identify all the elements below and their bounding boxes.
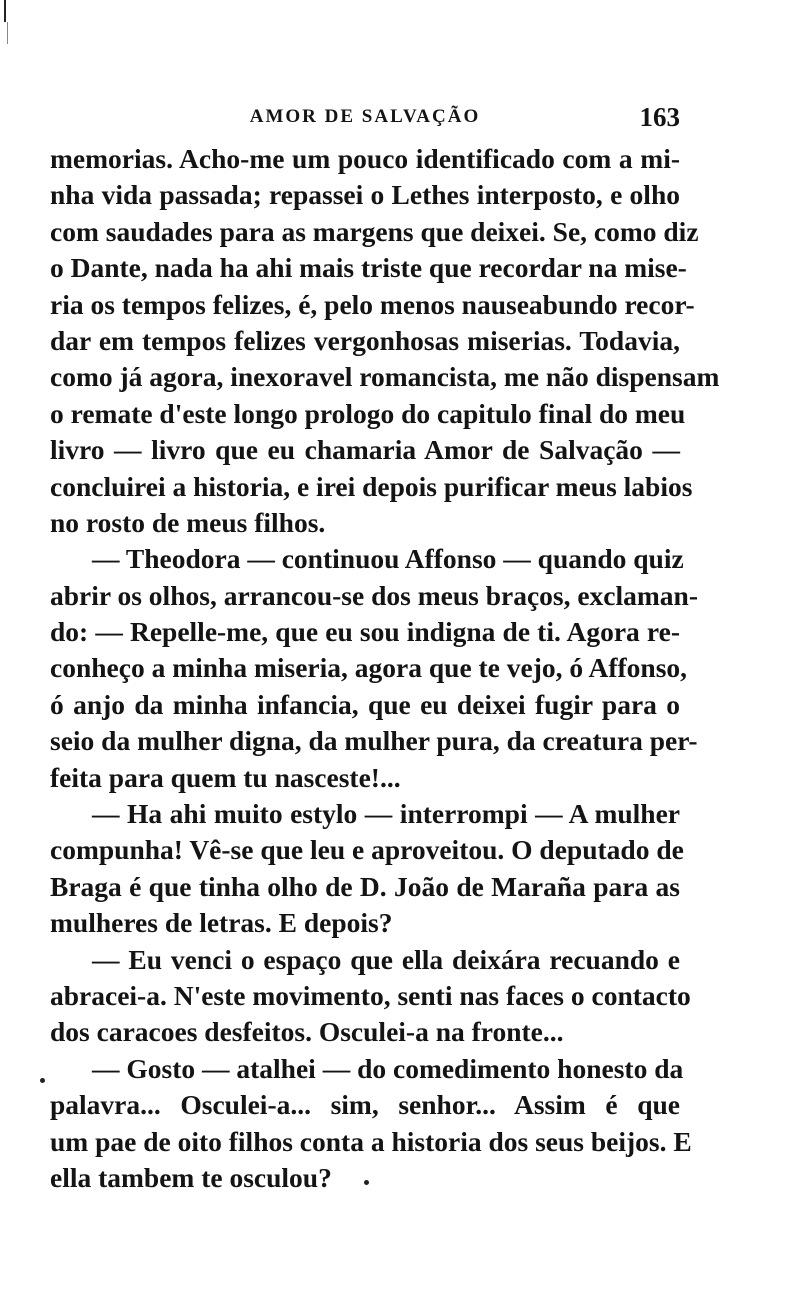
text-line: do: — Repelle-me, que eu sou indigna de ti. Agora re- <box>50 616 680 648</box>
text-line: no rosto de meus filhos. <box>50 506 326 538</box>
text-line: um pae de oito filhos conta a historia dos seus beijos. E <box>50 1125 692 1157</box>
text-line: conheço a minha miseria, agora que te vejo, ó Affonso, <box>50 652 688 684</box>
page-edge-mark <box>4 0 6 22</box>
text-line: com saudades para as margens que deixei. Se, como diz <box>50 215 699 247</box>
text-line: abrir os olhos, arrancou-se dos meus braços, exclaman- <box>50 579 699 611</box>
text-line: palavra... Osculei-a... sim, senhor... Assim é que <box>50 1089 680 1121</box>
body-text <box>50 141 720 1196</box>
text-line: — Gosto — atalhei — do comedimento honesto da <box>92 1052 684 1084</box>
text-line: o remate d'este longo prologo do capitulo final do meu <box>50 397 686 429</box>
text-line: o Dante, nada ha ahi mais triste que recordar na mise- <box>50 252 687 284</box>
page-number: 163 <box>639 102 680 132</box>
text-line: ria os tempos felizes, é, pelo menos nauseabundo recor- <box>50 288 695 320</box>
text-line: compunha! Vê-se que leu e aproveitou. O deputado de <box>50 834 684 866</box>
text-line: dar em tempos felizes vergonhosas miserias. Todavia, <box>50 324 680 356</box>
text-line: dos caracoes desfeitos. Osculei-a na fronte... <box>50 1016 564 1048</box>
text-line: abracei-a. N'este movimento, senti nas faces o contacto <box>50 979 691 1011</box>
print-speck <box>40 1078 45 1083</box>
text-line: — Eu venci o espaço que ella deixára recuando e <box>92 943 680 975</box>
text-line: feita para quem tu nasceste!... <box>50 761 401 793</box>
page-header <box>50 102 680 138</box>
text-line: livro — livro que eu chamaria Amor de Salvação — <box>50 434 680 466</box>
text-line: ella tambem te osculou? <box>50 1161 332 1193</box>
running-title: AMOR DE SALVAÇÃO <box>249 106 481 127</box>
text-line: ó anjo da minha infancia, que eu deixei fugir para o <box>50 688 680 720</box>
text-line: Braga é que tinha olho de D. João de Maraña para as <box>50 870 680 902</box>
page-edge-mark-faint <box>7 22 8 44</box>
text-line: seio da mulher digna, da mulher pura, da creatura per- <box>50 725 698 757</box>
text-line: nha vida passada; repassei o Lethes interposto, e olho <box>50 179 680 211</box>
text-line: como já agora, inexoravel romancista, me não dispensam <box>50 361 720 393</box>
text-line: memorias. Acho-me um pouco identificado com a mi- <box>50 143 680 174</box>
text-line: — Ha ahi muito estylo — interrompi — A mulher <box>92 798 680 830</box>
print-speck <box>364 1180 369 1185</box>
text-line: concluirei a historia, e irei depois purificar meus labios <box>50 470 693 502</box>
text-line: mulheres de letras. E depois? <box>50 907 393 939</box>
text-line: — Theodora — continuou Affonso — quando quiz <box>92 543 684 575</box>
